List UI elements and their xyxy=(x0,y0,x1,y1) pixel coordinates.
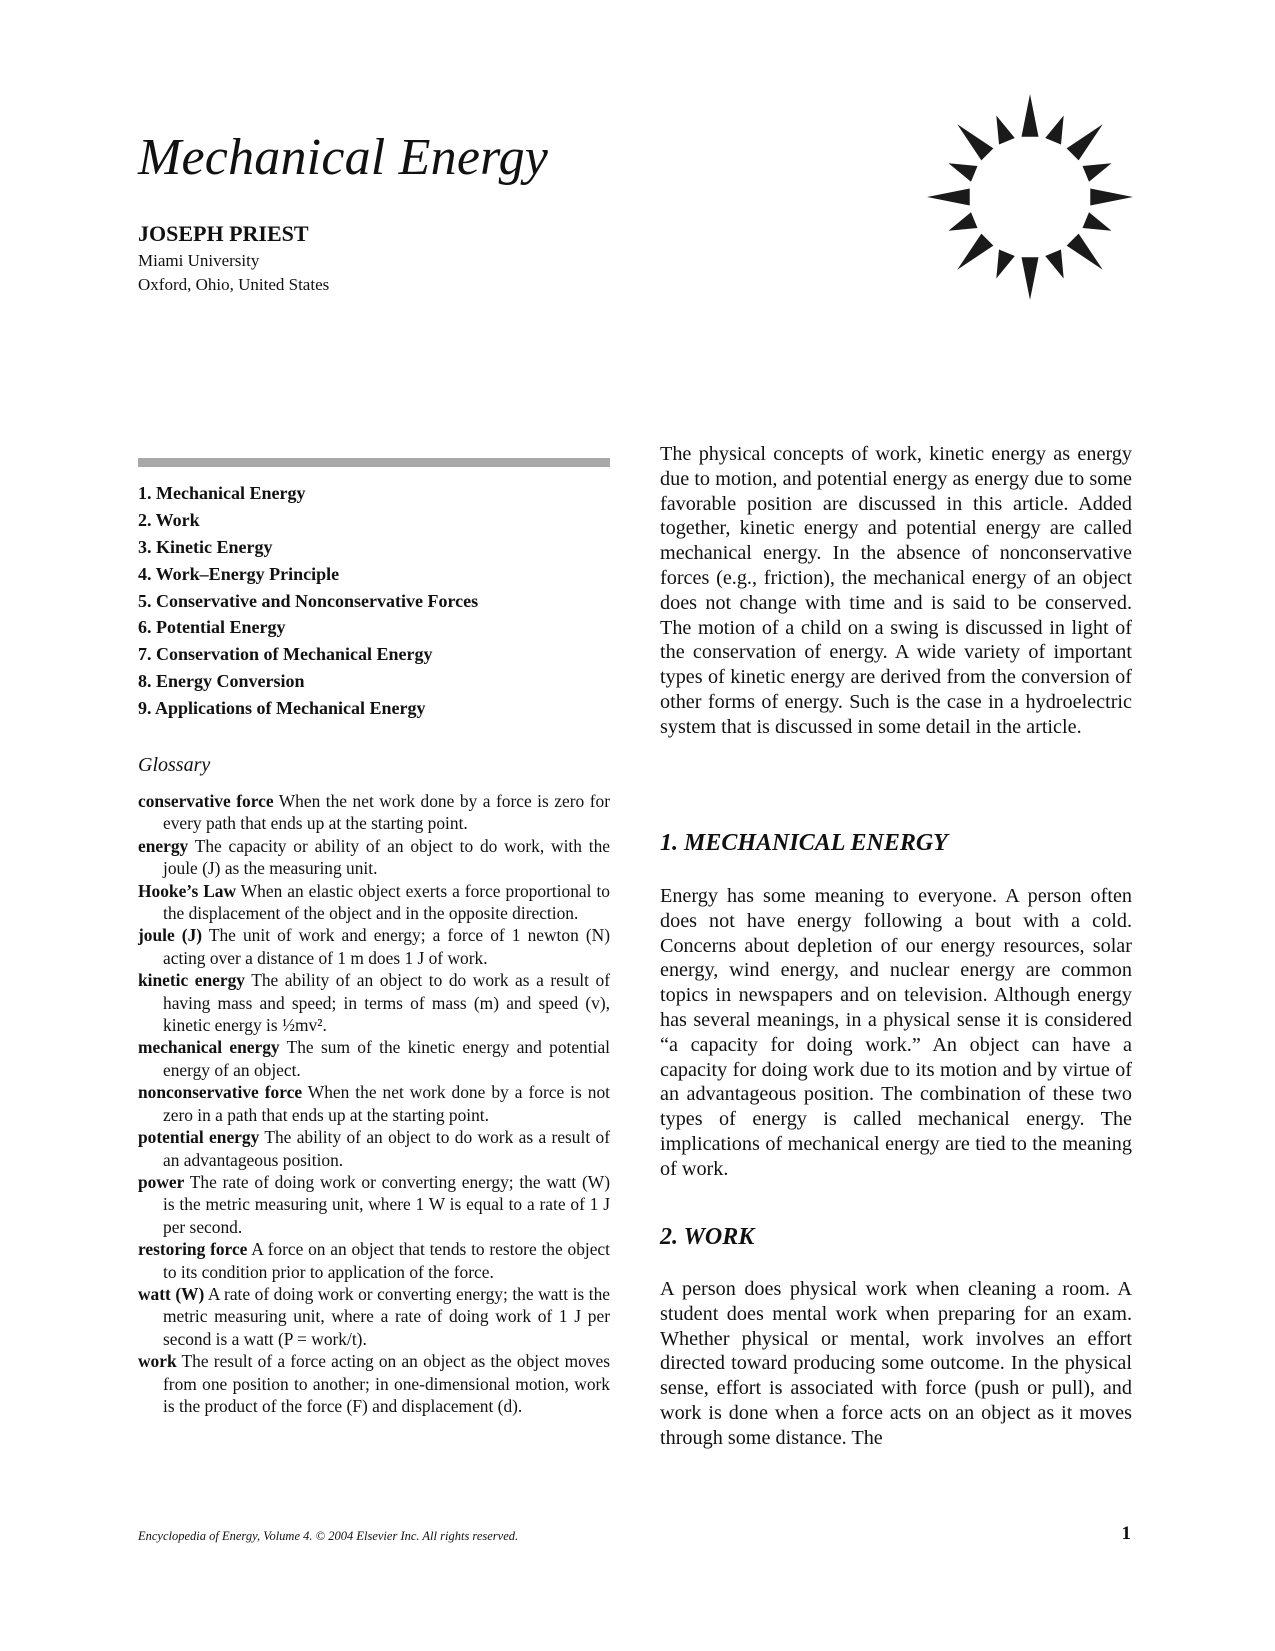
glossary-entry xyxy=(138,790,610,835)
glossary-definition: A force on an object that tends to restore the object to its condition prior to application of the force. xyxy=(163,1239,610,1282)
section-heading-mechanical-energy: 1. MECHANICAL ENERGY xyxy=(660,830,948,856)
sunburst-ray xyxy=(1021,94,1038,137)
glossary-term: joule (J) xyxy=(138,925,203,946)
glossary-entry xyxy=(138,1350,610,1417)
sunburst-ray xyxy=(1045,250,1063,279)
sunburst-ray xyxy=(996,116,1014,145)
sunburst-ray xyxy=(949,212,978,230)
sunburst-ray xyxy=(1083,212,1112,230)
glossary-definition: The unit of work and energy; a force of 1 newton (N) acting over a distance of 1 m does 1 J of work. xyxy=(163,925,610,968)
glossary-term: conservative force xyxy=(138,791,274,811)
glossary-entry xyxy=(138,1283,610,1350)
section-body-work: A person does physical work when cleaning a room. A student does mental work when preparing for an exam. Whether physical or mental, work involves an effort directed toward producing some outcome. In the physical sense, effort is associated with force (push or pull), and work is done when a force acts on an object as it moves through some distance. The xyxy=(660,1278,1132,1449)
glossary-entry xyxy=(138,1171,610,1238)
glossary-heading: Glossary xyxy=(138,754,211,776)
sunburst-ray xyxy=(996,250,1014,279)
sunburst-ray xyxy=(1021,257,1038,300)
affiliation-location: Oxford, Ohio, United States xyxy=(138,275,330,294)
glossary-term: power xyxy=(138,1171,185,1192)
glossary-definition: The result of a force acting on an object as the object moves from one position to another; in one-dimensional motion, work is the product of the force (F) and displacement (d). xyxy=(163,1351,610,1416)
page-number: 1 xyxy=(1121,1523,1131,1544)
affiliation-institution: Miami University xyxy=(138,251,260,270)
author-name: JOSEPH PRIEST xyxy=(138,221,309,246)
toc-item: 6. Potential Energy xyxy=(138,617,286,638)
glossary-entry xyxy=(138,1081,610,1126)
sunburst-ray xyxy=(1090,188,1133,205)
sunburst-ray xyxy=(927,188,970,205)
glossary-definition: When the net work done by a force is zero for every path that ends up at the starting point. xyxy=(163,791,610,834)
toc-item: 9. Applications of Mechanical Energy xyxy=(138,698,426,719)
toc-item: 1. Mechanical Energy xyxy=(138,483,306,503)
glossary-term: nonconservative force xyxy=(138,1082,303,1103)
glossary-definition: When the net work done by a force is not zero in a path that ends up at the starting point. xyxy=(163,1082,610,1125)
glossary-entry xyxy=(138,1036,610,1081)
sunburst-icon xyxy=(925,92,1135,302)
article-title: Mechanical Energy xyxy=(138,129,549,186)
glossary-entry xyxy=(138,835,610,880)
glossary-term: restoring force xyxy=(138,1239,248,1260)
glossary-term: work xyxy=(138,1351,177,1372)
section-divider xyxy=(138,458,610,467)
glossary-definition: When an elastic object exerts a force proportional to the displacement of the object and in the opposite direction. xyxy=(163,880,610,924)
toc-item: 5. Conservative and Nonconservative Forces xyxy=(138,590,479,611)
glossary-term: energy xyxy=(138,835,189,856)
glossary-definition: The capacity or ability of an object to do work, with the joule (J) as the measuring unit. xyxy=(163,835,610,879)
glossary-definition: The ability of an object to do work as a result of having mass and speed; in terms of mass (m) and speed (v), kinetic energy is ½mv². xyxy=(163,970,610,1036)
toc-item: 8. Energy Conversion xyxy=(138,671,305,692)
sunburst-ray xyxy=(957,124,993,160)
glossary-list xyxy=(138,790,610,1417)
toc-item: 2. Work xyxy=(138,509,200,530)
glossary-definition: The rate of doing work or converting energy; the watt (W) is the metric measuring unit, where 1 W is equal to a rate of 1 J per second. xyxy=(163,1171,610,1237)
glossary-term: watt (W) xyxy=(138,1283,205,1304)
glossary-entry xyxy=(138,924,610,969)
section-heading-work: 2. WORK xyxy=(660,1224,755,1250)
abstract: The physical concepts of work, kinetic energy as energy due to motion, and potential energy as energy due to some favorable position are discussed in this article. Added together, kinetic energy and potential energy are called mechanical energy. In the absence of nonconservative forces (e.g., friction), the mechanical energy of an object does not change with time and is said to be conserved. The motion of a child on a swing is discussed in light of the conservation of energy. A wide variety of important types of kinetic energy are derived from the conversion of other forms of energy. Such is the case in a hydroelectric system that is discussed in some detail in the article. xyxy=(660,443,1132,738)
toc-item: 7. Conservation of Mechanical Energy xyxy=(138,644,433,665)
glossary-term: kinetic energy xyxy=(138,970,245,991)
sunburst-ray xyxy=(1083,163,1112,181)
sunburst-ray xyxy=(1045,116,1063,145)
glossary-entry xyxy=(138,1126,610,1171)
glossary-definition: A rate of doing work or converting energy; the watt is the metric measuring unit, where a rate of doing work of 1 J per second is a watt (P = work/t). xyxy=(163,1283,610,1349)
glossary-definition: The ability of an object to do work as a result of an advantageous position. xyxy=(163,1127,611,1170)
sunburst-ray xyxy=(1067,124,1103,160)
glossary-term: Hooke’s Law xyxy=(138,880,237,901)
sunburst-ray xyxy=(1067,234,1103,270)
table-of-contents xyxy=(138,480,478,722)
sunburst-ray xyxy=(957,234,993,270)
glossary-entry xyxy=(138,969,610,1036)
toc-item: 3. Kinetic Energy xyxy=(138,536,273,557)
section-body-mechanical-energy: Energy has some meaning to everyone. A person often does not have energy following a bout with a cold. Concerns about depletion of our energy resources, solar energy, wind energy, and nuclear energy are common topics in newspapers and on television. Although energy has several meanings, in a physical sense it is considered “a capacity for doing work.” An object can have a capacity for doing work due to its motion and by virtue of an advantageous position. The combination of these two types of energy is called mechanical energy. The implications of mechanical energy are tied to the meaning of work. xyxy=(660,885,1132,1180)
glossary-entry xyxy=(138,880,610,925)
copyright-footer: Encyclopedia of Energy, Volume 4. © 2004 Elsevier Inc. All rights reserved. xyxy=(138,1529,519,1543)
glossary-entry xyxy=(138,1238,610,1283)
glossary-term: mechanical energy xyxy=(138,1037,280,1058)
glossary-term: potential energy xyxy=(138,1127,260,1148)
toc-item: 4. Work–Energy Principle xyxy=(138,563,340,584)
sunburst-ray xyxy=(949,163,978,181)
glossary-definition: The sum of the kinetic energy and potential energy of an object. xyxy=(163,1037,610,1080)
